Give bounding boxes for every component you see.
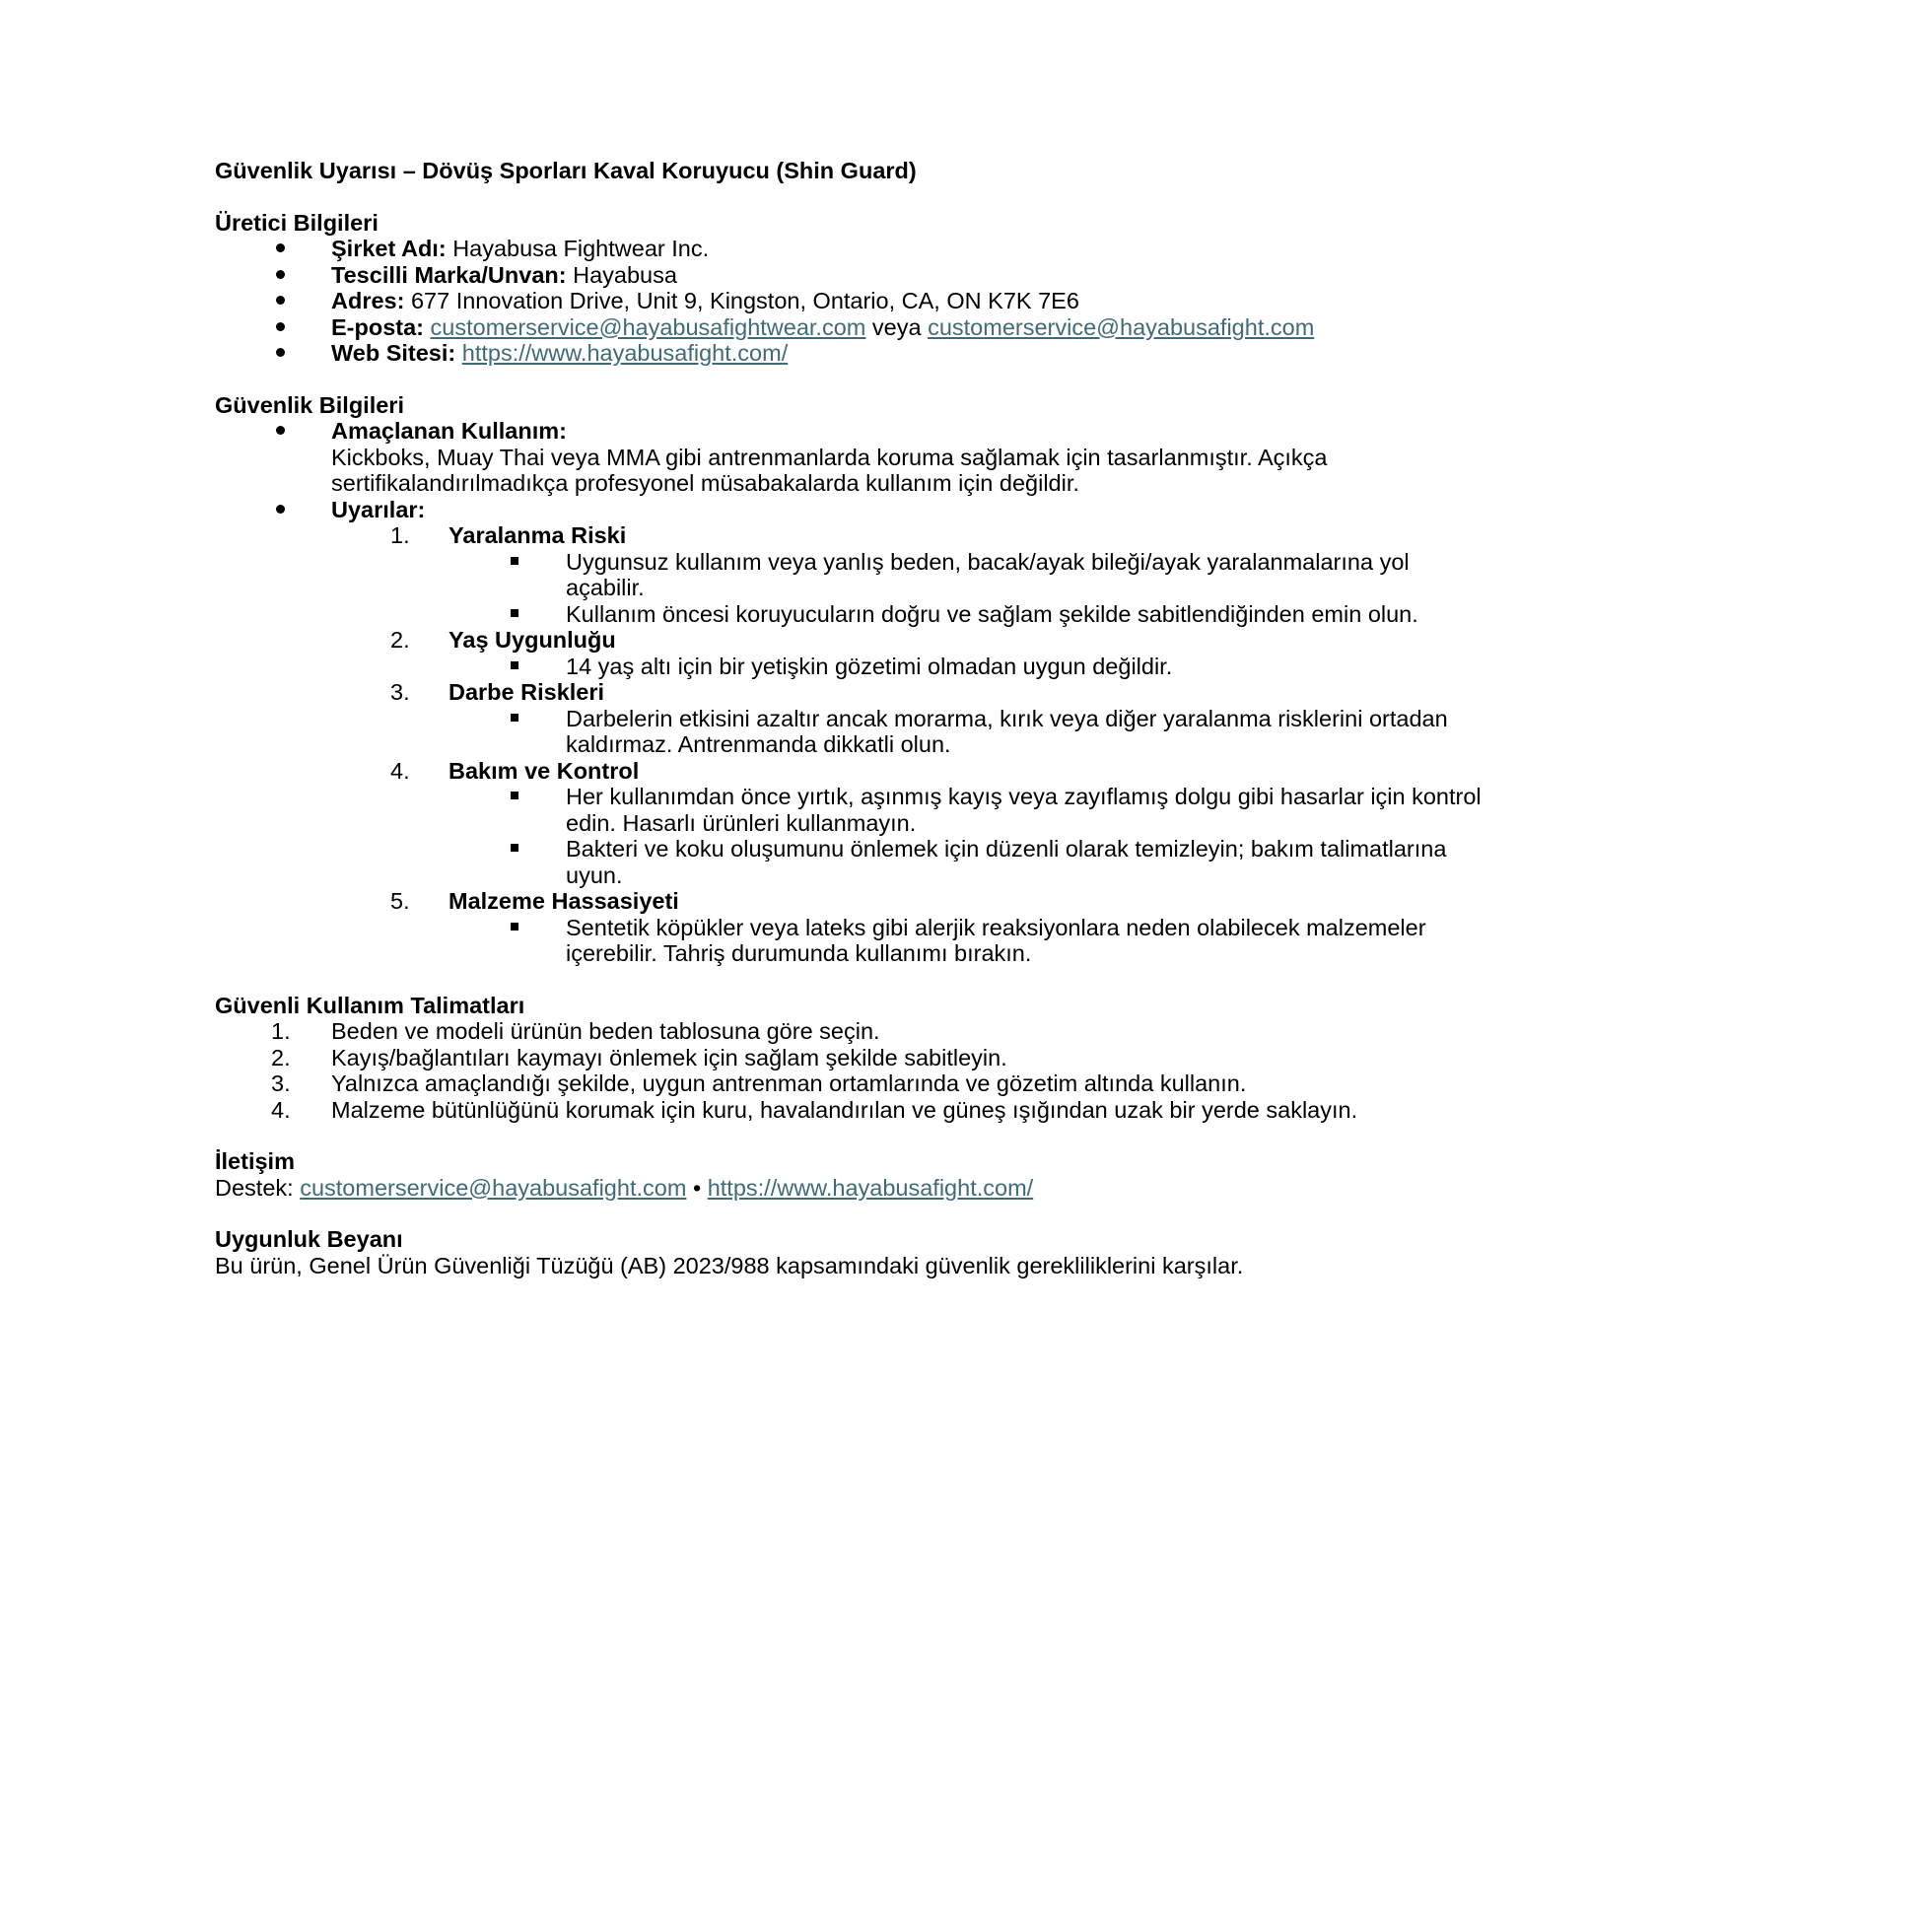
warning-detail-item <box>215 706 1753 758</box>
warning-detail-line: Sentetik köpükler veya lateks gibi alerjik reaksiyonlara neden olabilecek malzemeler <box>566 914 1426 940</box>
warning-detail-item <box>215 549 1753 601</box>
contact-website-link[interactable]: https://www.hayabusafight.com/ <box>707 1174 1034 1201</box>
square-bullet-icon <box>511 654 518 680</box>
website-item: Web Sitesi: https://www.hayabusafight.com/ <box>215 340 1753 367</box>
conformity-text: Bu ürün, Genel Ürün Güvenliği Tüzüğü (AB) 2023/988 kapsamındaki güvenlik gerekliliklerini karşılar. <box>215 1252 1244 1278</box>
instruction-number: 2. <box>271 1044 291 1070</box>
contact-email-link[interactable]: customerservice@hayabusafight.com <box>300 1174 687 1201</box>
conformity-heading: Uygunluk Beyanı <box>215 1226 403 1252</box>
warnings-list <box>215 522 1753 967</box>
bullet-icon <box>276 288 285 314</box>
instruction-number: 3. <box>271 1070 291 1096</box>
warning-detail-line: uyun. <box>566 862 623 888</box>
warning-detail-line: Bakteri ve koku oluşumunu önlemek için düzenli olarak temizleyin; bakım talimatlarına <box>566 836 1447 862</box>
warnings-item: Uyarılar: <box>215 497 1753 523</box>
square-bullet-icon <box>511 601 518 628</box>
warning-heading <box>215 522 1753 549</box>
square-bullet-icon <box>511 784 518 810</box>
warning-title: Darbe Riskleri <box>448 679 605 705</box>
safety-heading: Güvenlik Bilgileri <box>215 391 404 418</box>
warning-title: Malzeme Hassasiyeti <box>448 888 679 914</box>
warning-detail-line: Darbelerin etkisini azaltır ancak morarma, kırık veya diğer yaralanma risklerini ortadan <box>566 705 1448 731</box>
warning-detail-item <box>215 836 1753 888</box>
instruction-number: 4. <box>271 1096 291 1123</box>
instruction-item <box>215 1018 1753 1045</box>
contact-heading: İletişim <box>215 1148 295 1174</box>
address-item: Adres: 677 Innovation Drive, Unit 9, Kingston, Ontario, CA, ON K7K 7E6 <box>215 288 1753 314</box>
instruction-text: Beden ve modeli ürünün beden tablosuna göre seçin. <box>331 1018 880 1044</box>
warning-title: Yaralanma Riski <box>448 522 627 548</box>
instruction-number: 1. <box>271 1018 291 1044</box>
warning-detail-line: Uygunsuz kullanım veya yanlış beden, bacak/ayak bileği/ayak yaralanmalarına yol <box>566 548 1410 575</box>
brand-item: Tescilli Marka/Unvan: Hayabusa <box>215 262 1753 289</box>
document-page <box>215 158 1753 1278</box>
warning-detail-item <box>215 654 1753 680</box>
warning-title: Bakım ve Kontrol <box>448 757 640 784</box>
bullet-icon <box>276 340 285 367</box>
bullet-icon <box>276 236 285 262</box>
warning-detail-line: kaldırmaz. Antrenmanda dikkatli olun. <box>566 731 951 757</box>
warning-detail-line: Her kullanımdan önce yırtık, aşınmış kayış veya zayıflamış dolgu gibi hasarlar için kontrol <box>566 784 1482 809</box>
contact-line: Destek: customerservice@hayabusafight.com • https://www.hayabusafight.com/ <box>215 1174 1034 1201</box>
bullet-icon <box>276 262 285 289</box>
warning-number: 2. <box>390 627 410 653</box>
bullet-icon <box>276 497 285 523</box>
instructions-list <box>215 1018 1753 1123</box>
warning-heading <box>215 888 1753 915</box>
warning-detail-line: içerebilir. Tahriş durumunda kullanımı bırakın. <box>566 940 1032 966</box>
warning-title: Yaş Uygunluğu <box>448 627 616 653</box>
manufacturer-heading: Üretici Bilgileri <box>215 209 379 236</box>
square-bullet-icon <box>511 549 518 576</box>
warning-detail-item <box>215 915 1753 967</box>
email-link-2[interactable]: customerservice@hayabusafight.com <box>928 313 1315 340</box>
instruction-item <box>215 1045 1753 1071</box>
square-bullet-icon <box>511 836 518 862</box>
email-link-1[interactable]: customerservice@hayabusafightwear.com <box>430 313 866 340</box>
square-bullet-icon <box>511 706 518 732</box>
warning-heading <box>215 758 1753 785</box>
warning-detail-item <box>215 601 1753 628</box>
warning-heading <box>215 679 1753 706</box>
warning-detail-line: açabilir. <box>566 575 645 600</box>
instruction-text: Yalnızca amaçlandığı şekilde, uygun antrenman ortamlarında ve gözetim altında kullanın. <box>331 1070 1247 1096</box>
email-item: E-posta: customerservice@hayabusafightwear.com veya customerservice@hayabusafight.com <box>215 314 1753 341</box>
instructions-heading: Güvenli Kullanım Talimatları <box>215 992 525 1018</box>
square-bullet-icon <box>511 915 518 941</box>
bullet-icon <box>276 418 285 445</box>
warning-detail-line: 14 yaş altı için bir yetişkin gözetimi olmadan uygun değildir. <box>566 653 1173 679</box>
intended-use-item: Amaçlanan Kullanım: Kickboks, Muay Thai veya MMA gibi antrenmanlarda koruma sağlamak için tasarlanmıştır. Açıkça sertifikalandırılmadıkça profesyonel müsabakalarda kullanım için değildir. <box>215 418 1753 497</box>
instruction-item <box>215 1097 1753 1124</box>
warning-detail-line: edin. Hasarlı ürünleri kullanmayın. <box>566 809 917 836</box>
warning-number: 1. <box>390 522 410 548</box>
company-item: Şirket Adı: Hayabusa Fightwear Inc. <box>215 236 1753 262</box>
warning-number: 4. <box>390 757 410 784</box>
bullet-icon <box>276 314 285 341</box>
warning-number: 3. <box>390 679 410 705</box>
document-title: Güvenlik Uyarısı – Dövüş Sporları Kaval Koruyucu (Shin Guard) <box>215 158 917 183</box>
warning-detail-item <box>215 784 1753 836</box>
instruction-text: Malzeme bütünlüğünü korumak için kuru, havalandırılan ve güneş ışığından uzak bir yerde saklayın. <box>331 1096 1358 1123</box>
instruction-item <box>215 1070 1753 1097</box>
website-link[interactable]: https://www.hayabusafight.com/ <box>461 340 789 366</box>
warning-heading <box>215 627 1753 654</box>
warning-number: 5. <box>390 888 410 914</box>
warning-detail-line: Kullanım öncesi koruyucuların doğru ve sağlam şekilde sabitlendiğinden emin olun. <box>566 600 1418 627</box>
instruction-text: Kayış/bağlantıları kaymayı önlemek için sağlam şekilde sabitleyin. <box>331 1044 1007 1070</box>
